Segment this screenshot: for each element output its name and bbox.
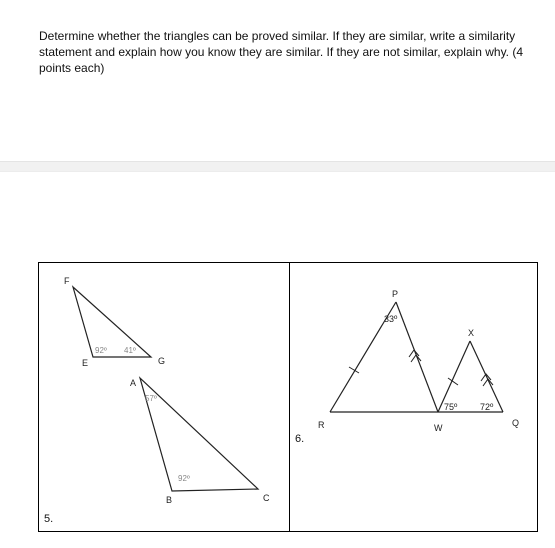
vertex-b-label: B [166,495,173,505]
vertex-g-label: G [158,356,166,366]
angle-w-label: 75º [444,402,458,412]
vertex-f-label: F [64,276,70,286]
triangle-abc-shape [140,378,258,491]
vertex-e-label: E [82,358,89,368]
angle-q-label: 72º [480,402,494,412]
point-w-label: W [434,423,443,433]
vertex-a-label: A [130,378,137,388]
instructions-text: Determine whether the triangles can be proved similar. If they are similar, write a similarity statement and explain how you know they are similar. If they are not similar, explain why. (4 points each) [39,29,524,75]
problem-5-number: 5. [44,513,54,525]
arrow-pw-1 [409,350,419,357]
segment-pw [396,302,438,412]
angle-a-label: 57º [145,394,157,403]
point-x-label: X [468,328,475,338]
angle-b-label: 92º [178,474,190,483]
angle-e-label: 92º [95,346,107,355]
point-r-label: R [318,420,325,430]
point-q-label: Q [512,418,520,428]
triangles-rpw-wxq [318,289,519,433]
point-p-label: P [392,289,399,299]
triangle-abc [130,378,270,505]
problem-6-number: 6. [295,433,305,445]
triangle-feg [64,276,165,368]
vertex-c-label: C [263,493,270,503]
angle-g-label: 41º [124,346,136,355]
triangle-feg-shape [73,287,151,357]
angle-p-label: 33º [384,314,398,324]
